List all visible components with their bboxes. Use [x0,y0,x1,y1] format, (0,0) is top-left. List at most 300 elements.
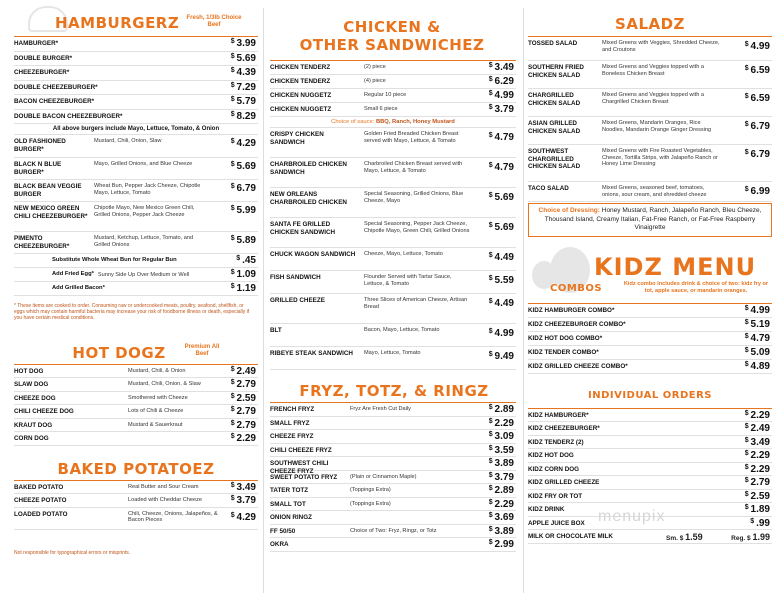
item-name: CHUCK WAGON SANDWICH [270,251,356,258]
price-value: 5.99 [236,205,256,216]
dollar-sign: $ [744,332,751,340]
addon-row [14,254,258,268]
price-value: 4.49 [494,252,514,263]
item-desc: Mixed Greens and Veggies topped with a Boneless Chicken Breast [602,64,704,77]
item-price [489,351,514,362]
item-price [231,111,256,122]
item-price [489,472,514,483]
dollar-sign: $ [744,304,751,312]
dollar-sign: $ [488,539,495,546]
dollar-sign: $ [230,205,237,212]
menu-row [14,202,258,232]
dollar-sign: $ [230,67,237,74]
dollar-sign: $ [744,504,751,511]
price-value: 6.79 [750,149,770,160]
dollar-sign: $ [488,525,495,533]
item-name: SOUTHERN FRIED CHICKEN SALAD [528,64,584,79]
raw-food-warning: * These items are cooked to order. Consuming raw or undercooked meats, poultry, seafood, shellfish, or eggs which may contain harmful bacteria may increase your risk of foodborne illness or death, especially if you have certain medical conditions. [14,303,250,322]
addon-name: Add Fried Egg* [52,271,94,277]
dollar-sign: $ [488,275,495,282]
item-name: ASIAN GRILLED CHICKEN SALAD [528,120,581,135]
item-price [745,65,770,76]
dollar-sign: $ [230,96,237,103]
item-price [745,437,770,448]
milk-regular-label: Reg. $ [731,535,753,542]
dollar-sign: $ [488,104,495,111]
price-value: 3.69 [494,512,514,523]
dollar-sign: $ [488,298,495,305]
item-name: KIDZ DRINK [528,506,565,513]
dollar-sign: $ [744,490,751,498]
item-price [489,162,514,173]
menu-row [528,318,772,332]
price-value: 2.29 [236,433,256,445]
dollar-sign: $ [488,444,495,452]
menu-row [270,511,516,525]
price-value: 1.09 [236,269,256,280]
price-value: 4.79 [494,132,514,143]
menu-row [270,498,516,512]
dollar-sign: $ [488,471,495,479]
item-price [489,222,514,233]
item-price [745,333,770,344]
dollar-sign: $ [744,463,751,471]
item-name: TACO SALAD [528,185,569,192]
dollar-sign: $ [488,485,495,492]
sauce-choice [270,117,516,128]
hamburgerz-list [14,36,258,556]
dollar-sign: $ [230,481,237,489]
menu-row [14,135,258,158]
item-name: CHARGRILLED CHICKEN SALAD [528,92,581,107]
dollar-sign: $ [744,186,751,193]
item-desc: Special Seasoning, Grilled Onions, Blue Cheeze, Mayo [364,191,464,204]
menu-row [270,103,516,117]
menu-row [528,182,772,202]
item-price [231,38,256,49]
item-desc [346,444,466,447]
item-name: KIDZ CHEEZEBURGER* [528,425,600,432]
dollar-sign: $ [744,477,751,484]
price-value: 4.99 [494,328,514,339]
item-name: RIBEYE STEAK SANDWICH [270,350,353,357]
dollar-sign: $ [744,423,751,430]
dollar-sign: $ [230,433,237,441]
item-price [745,347,770,358]
price-value: 6.29 [494,76,514,87]
item-price [236,255,256,266]
addon-desc: Sunny Side Up Over Medium or Well [97,271,190,278]
item-price [489,132,514,143]
item-name: SMALL FRYZ [270,419,310,427]
hamburgerz-title: HAMBURGERZ [55,14,180,32]
item-name: KIDZ HOT DOG [528,452,574,459]
item-name: TOSSED SALAD [528,40,578,47]
price-value: 2.59 [750,490,770,502]
menu-row [528,449,772,463]
hotdogz-title: HOT DOGZ [72,343,166,362]
price-value: 2.49 [236,365,256,377]
item-name: SOUTHWEST CHILI CHEEZE FRYZ [270,460,329,475]
menu-row [270,271,516,294]
item-desc: Regular 10 piece [364,92,407,98]
price-value: 1.89 [750,504,770,515]
dressing-choice [528,203,772,237]
item-name: GRILLED CHEEZE [270,297,325,304]
price-value: 3.09 [494,431,514,442]
menu-row [14,180,258,202]
item-name: NEW ORLEANS CHARBROILED CHICKEN [270,191,347,206]
menu-row [528,463,772,477]
chicken-title-line2: OTHER SANDWICHEZ [299,36,485,54]
item-desc: Three Slices of American Cheeze, Artisan Bread [364,297,468,310]
menu-row [528,89,772,117]
dollar-sign: $ [230,269,237,276]
item-name: KIDZ CHEEZEBURGER COMBO* [528,320,626,328]
price-value: 6.79 [750,121,770,132]
hamburgerz-subtitle: Fresh, 1/3lb Choice Beef [186,15,242,28]
watermark: menupix [598,508,666,525]
menu-row [270,471,516,485]
price-value: 6.99 [750,186,770,197]
price-value: 4.49 [494,298,514,309]
menu-row [14,95,258,110]
item-price [489,328,514,339]
menu-row [528,117,772,145]
item-name: FISH SANDWICH [270,274,321,281]
dollar-sign: $ [230,235,237,242]
item-name: KIDZ CORN DOG [528,465,580,473]
item-name: BACON CHEEZEBURGER* [14,98,95,105]
dressing-options: Honey Mustard, Ranch, Jalapeño Ranch, Bleu Cheeze, Thousand Island, Creamy Italian, Fat-Free Ranch, or Fat-Free Raspberry Vinaigrette [544,207,762,231]
item-price [489,104,514,115]
price-value: 2.29 [494,417,514,429]
individual-title: INDIVIDUAL ORDERS [587,389,712,401]
item-name: DOUBLE BACON CHEEZEBURGER* [14,112,123,120]
dollar-sign: $ [488,192,495,199]
item-name: SANTA FE GRILLED CHICKEN SANDWICH [270,221,336,236]
item-name: HOT DOG [14,367,44,375]
menu-row [14,37,258,52]
menu-row [528,422,772,436]
fryz-header [270,378,516,402]
item-desc: (4) piece [364,78,386,84]
menu-row [14,378,258,392]
item-name: CHARBROILED CHICKEN SANDWICH [270,161,347,176]
item-price [489,90,514,101]
item-price [231,82,256,93]
price-value: 4.79 [494,162,514,173]
price-value: 6.59 [750,65,770,76]
milk-small [666,532,703,542]
price-value: 5.59 [494,275,514,286]
milk-regular-price: 1.99 [752,532,770,542]
price-value: 5.69 [236,161,256,172]
individual-header [528,386,772,408]
menu-row [14,52,258,67]
menu-row [528,145,772,182]
dollar-sign: $ [230,392,237,400]
addon-name: Substitute Whole Wheat Bun for Regular Bun [52,257,177,263]
dollar-sign: $ [744,436,751,444]
menu-row [528,409,772,423]
item-name: BLACK N BLUE BURGER* [14,161,62,176]
item-price [489,76,514,87]
dollar-sign: $ [744,450,751,457]
item-price [489,418,514,429]
item-desc: Special Seasoning, Pepper Jack Cheeze, Chipotle Mayo, Green Chili, Grilled Onions [364,221,470,234]
item-desc: Chipotle Mayo, New Mexico Green Chili, Grilled Onions, Pepper Jack Cheeze [94,205,195,218]
item-name: TATER TOTZ [270,487,309,494]
item-price [745,450,770,461]
potatoez-header [14,456,258,480]
dollar-sign: $ [230,419,237,427]
item-price [231,96,256,107]
price-value: 3.99 [236,38,256,49]
menu-row [270,294,516,324]
item-price [745,491,770,502]
menu-row [270,324,516,347]
price-value: 5.79 [236,96,256,107]
item-desc [346,457,466,460]
item-price [745,121,770,132]
chicken-list [270,60,516,552]
item-price [745,305,770,316]
item-name: CHEEZE DOG [14,394,56,402]
item-desc: Golden Fried Breaded Chicken Breast served with Mayo, Lettuce, & Tomato [364,131,459,144]
item-name: KIDZ HOT DOG COMBO* [528,334,603,342]
item-price [231,138,256,149]
item-desc: Flounder Served with Tartar Sauce, Lettuce, & Tomato [364,274,452,287]
dollar-sign: $ [230,110,237,118]
item-price [231,433,256,444]
item-price [231,420,256,431]
sauce-label: Choice of sauce: [331,119,376,125]
item-price [231,379,256,390]
price-value: 4.29 [236,138,256,149]
item-name: OLD FASHIONED BURGER* [14,138,66,153]
item-name: BLACK BEAN VEGGIE BURGER [14,183,82,198]
price-value: 8.29 [236,110,256,122]
burger-note: All above burgers include Mayo, Lettuce, Tomato, & Onion [14,124,258,135]
price-value: 5.69 [236,52,256,64]
menu-row [270,61,516,75]
item-name: KIDZ TENDER COMBO* [528,348,599,356]
menu-row [528,61,772,89]
item-desc: Loaded with Cheddar Cheeze [128,497,203,504]
item-desc: Bacon, Mayo, Lettuce, Tomato [364,327,440,333]
dollar-sign: $ [488,252,495,259]
price-value: 2.79 [236,406,256,418]
dollar-sign: $ [230,81,237,89]
menu-row [270,457,516,475]
item-price [231,406,256,417]
kidz-header [528,251,772,303]
menu-row [270,347,516,370]
disclaimer: Not responsible for typographical errors or misprints. [14,549,131,556]
menu-row [270,417,516,431]
item-name: KIDZ GRILLED CHEEZE [528,479,600,486]
item-desc: Mayo, Lettuce, Tomato [364,350,421,356]
item-name: CRISPY CHICKEN SANDWICH [270,131,324,146]
menu-row [270,484,516,498]
price-value: 7.29 [236,81,256,93]
item-desc: Mustard, Chili, Onion, Slaw [94,138,162,144]
item-desc: (Toppings Extra) [350,500,391,507]
combos-note: Kidz combo includes drink & choice of two: kidz fry or tot, apple sauce, or mandarin oranges. [623,280,769,294]
dollar-sign: $ [744,318,751,326]
menu-row [528,346,772,360]
item-name: KIDZ HAMBURGER COMBO* [528,306,615,314]
item-desc: Mustard & Sauerkraut [128,421,183,428]
price-value: 2.29 [750,450,770,461]
item-desc [346,430,466,433]
menu-row [270,538,516,552]
item-desc: Mixed Greens with Fire Roasted Vegetables, Cheeze, Tortilla Strips, with Jalapeño Ranch or Honey Lime Dressing [602,148,718,167]
item-desc: Mustard, Chili, Onion, & Slaw [128,381,201,388]
item-desc: Mixed Greens with Veggies, Shredded Cheeze, and Croutons [602,40,720,53]
item-price [489,539,514,550]
menu-row [270,188,516,218]
milk-regular [731,532,770,542]
menu-row [14,494,258,508]
menu-row [528,37,772,61]
item-desc: Lots of Chili & Cheeze [128,408,184,415]
fryz-title: FRYZ, TOTZ, & RINGZ [299,382,489,400]
price-value: .99 [756,517,770,529]
price-value: 1.19 [236,283,256,294]
item-price [489,62,514,73]
price-value: 5.89 [236,235,256,246]
dollar-sign: $ [488,76,495,83]
item-name: OKRA [270,541,289,548]
saladz-title: SALADZ [615,15,685,33]
item-name: HAMBURGER* [14,40,59,47]
menu-row [270,75,516,89]
item-desc: Mixed Greens, seasoned beef, tomatoes, onions, sour cream, and shredded cheeze [602,185,707,198]
item-price [231,512,256,523]
item-desc [124,432,224,435]
item-price [489,275,514,286]
item-desc: Chili, Cheeze, Onions, Jalapeños, & Bacon Pieces [128,510,218,524]
item-price [231,205,256,216]
item-name: SWEET POTATO FRYZ [270,473,338,481]
price-value: 4.79 [750,332,770,344]
dollar-sign: $ [230,183,237,190]
dollar-sign: $ [488,222,495,229]
item-price [745,423,770,434]
dollar-sign: $ [750,517,757,525]
price-value: 5.09 [750,346,770,358]
dollar-sign: $ [488,328,495,335]
potatoez-title: BAKED POTATOEZ [57,459,215,478]
dollar-sign: $ [488,162,495,169]
dollar-sign: $ [488,417,495,425]
item-price [489,298,514,309]
item-price [750,518,770,529]
menu-row [528,490,772,504]
item-price [231,53,256,64]
item-desc: Mayo, Grilled Onions, and Blue Cheeze [94,161,193,167]
item-desc [346,417,466,420]
item-name: BLT [270,327,282,334]
item-name: DOUBLE CHEEZEBURGER* [14,83,98,91]
combos-title: COMBOS [550,282,603,294]
item-price [231,366,256,377]
menu-row [14,481,258,495]
price-value: 9.49 [494,351,514,362]
menu-row [14,158,258,180]
menu-row [270,128,516,158]
price-value: 3.49 [750,436,770,448]
menu-row [14,419,258,433]
dollar-sign: $ [744,65,751,72]
dollar-sign: $ [744,93,751,100]
item-desc: (Plain or Cinnamon Maple) [350,473,417,480]
item-name: CHICKEN NUGGETZ [270,106,332,113]
menu-row [14,365,258,379]
item-price [231,283,256,294]
price-value: 5.69 [494,192,514,203]
dollar-sign: $ [236,255,243,262]
item-price [231,161,256,172]
item-name: SOUTHWEST CHARGRILLED CHICKEN SALAD [528,148,581,170]
item-name: SLAW DOG [14,381,49,389]
dollar-sign: $ [744,41,751,48]
price-value: 3.79 [494,471,514,483]
item-name: BAKED POTATO [14,483,64,491]
menu-row [270,430,516,444]
item-name: NEW MEXICO GREEN CHILI CHEEZEBURGER* [14,205,88,220]
price-value: 3.79 [494,104,514,115]
addon-name: Add Grilled Bacon* [52,285,105,291]
item-desc: Fryz Are Fresh Cut Daily [350,406,411,412]
item-price [489,499,514,510]
item-price [745,477,770,488]
dollar-sign: $ [488,90,495,97]
price-value: 4.99 [750,304,770,316]
dollar-sign: $ [744,149,751,156]
item-name: CHEEZEBURGER* [14,69,70,76]
item-price [489,458,514,469]
item-price [745,319,770,330]
dollar-sign: $ [488,132,495,139]
item-name: FRENCH FRYZ [270,406,315,413]
dollar-sign: $ [744,346,751,354]
item-price [231,269,256,280]
price-value: 2.79 [750,477,770,488]
item-name: PIMENTO CHEEZEBURGER* [14,235,70,250]
sauce-options: BBQ, Ranch, Honey Mustard [375,119,455,125]
menu-row [528,436,772,450]
item-price [489,252,514,263]
saladz-list [528,36,772,544]
menu-row [14,405,258,419]
item-price [745,149,770,160]
menu-row [270,525,516,539]
dollar-sign: $ [744,121,751,128]
dollar-sign: $ [230,495,237,503]
item-price [231,495,256,506]
dollar-sign: $ [230,365,237,373]
price-value: 2.29 [494,498,514,510]
item-desc: Wheat Bun, Pepper Jack Cheeze, Chipotle Mayo, Lettuce, Tomato [94,183,201,196]
item-price [231,482,256,493]
menu-row [14,432,258,446]
item-name: APPLE JUICE BOX [528,519,585,527]
menu-row [270,218,516,248]
item-name: KIDZ GRILLED CHEEZE COMBO* [528,362,628,370]
